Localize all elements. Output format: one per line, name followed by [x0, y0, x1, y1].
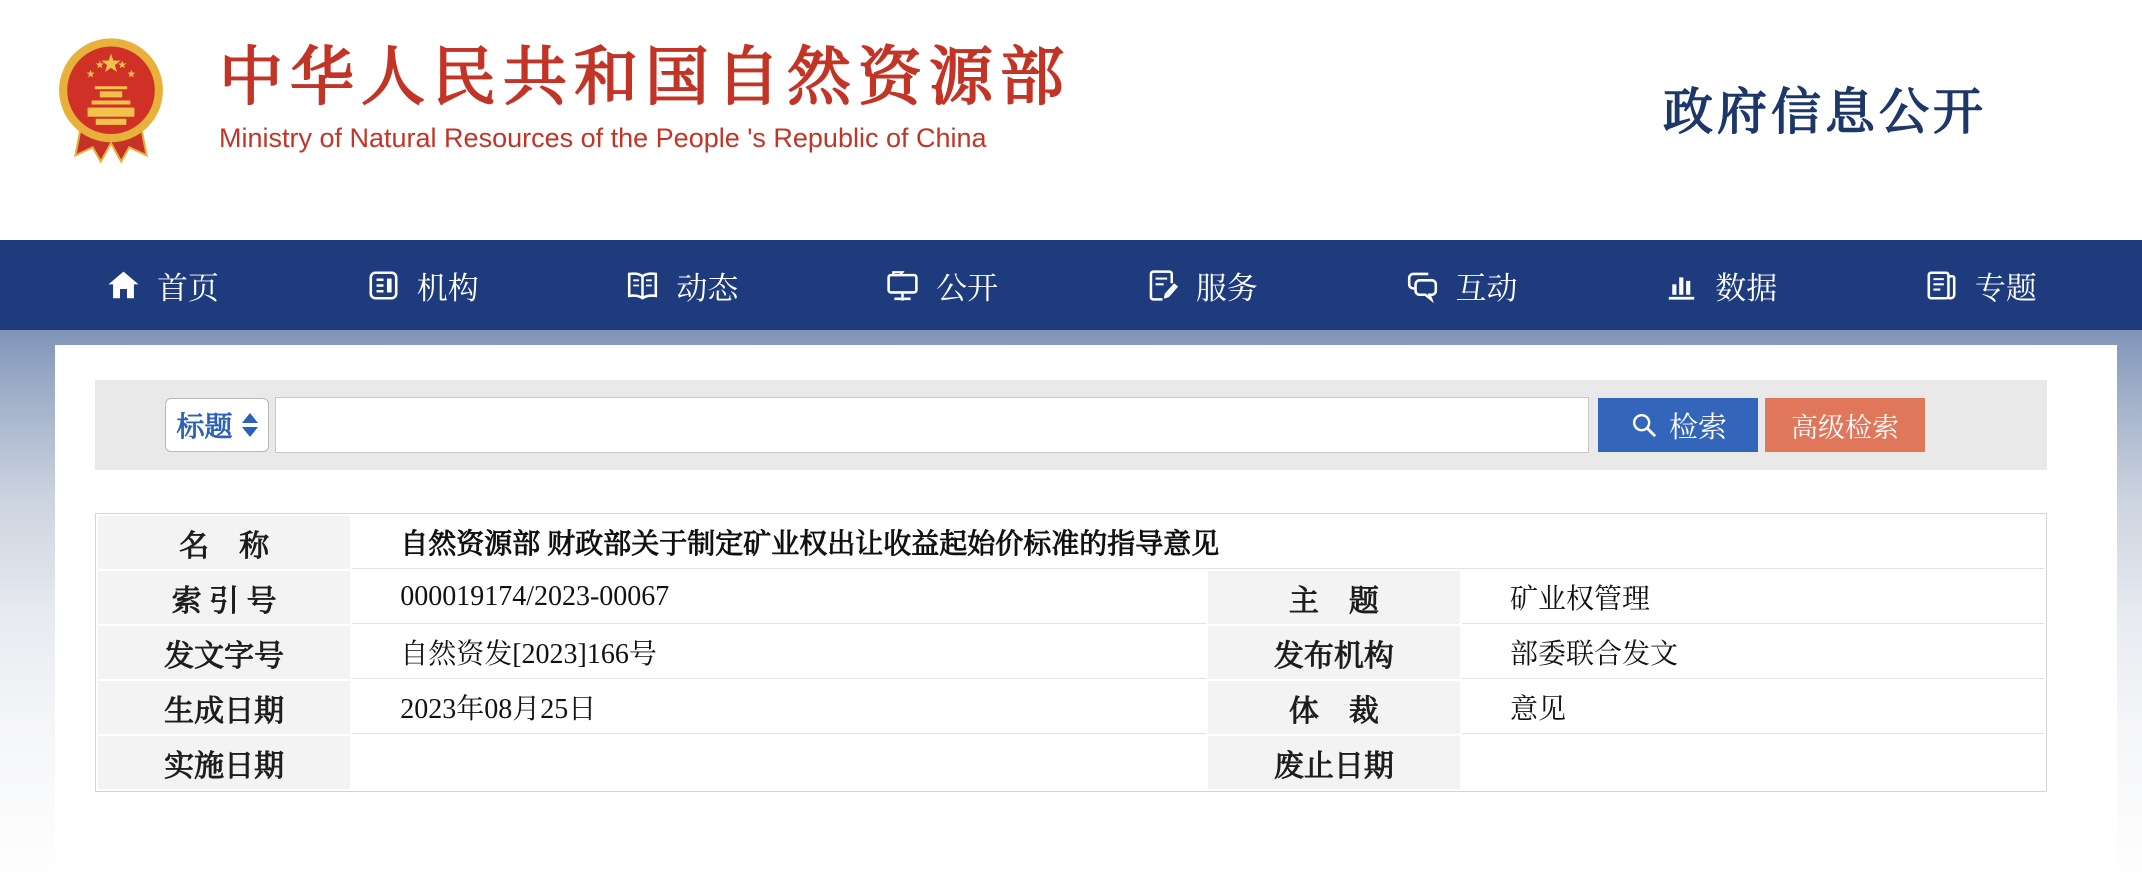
nav-item-home[interactable]: [105, 263, 219, 308]
search-icon: [1629, 410, 1659, 440]
search-field-selected-value: 标题: [176, 411, 233, 442]
search-field-select[interactable]: [165, 398, 269, 452]
document-info-table: [95, 513, 2047, 792]
site-title: 中华人民共和国自然资源部: [219, 41, 1071, 113]
site-header: [0, 0, 2142, 240]
advanced-search-button[interactable]: 高级检索: [1765, 398, 1925, 452]
home-icon: [105, 267, 142, 304]
site-logo-link[interactable]: [55, 28, 1071, 178]
table-row: [98, 681, 2044, 734]
page-title: 政府信息公开: [1663, 84, 1987, 140]
table-row: [98, 571, 2044, 624]
organization-icon: [365, 267, 402, 304]
nav-item-label: 机构: [416, 270, 479, 306]
nav-item-data[interactable]: [1663, 263, 1777, 308]
topics-icon: [1923, 267, 1960, 304]
search-input[interactable]: [275, 397, 1589, 453]
implementation-date-label: 实施日期: [98, 736, 350, 789]
nav-item-interaction[interactable]: [1404, 263, 1518, 308]
services-icon: [1144, 267, 1181, 304]
site-subtitle: Ministry of Natural Resources of the People 's Republic of China: [219, 123, 987, 154]
nav-item-label: 公开: [936, 270, 999, 306]
repeal-date-value: [1462, 736, 2044, 789]
document-number-label: 发文字号: [98, 626, 350, 679]
subject-value: 矿业权管理: [1462, 571, 2044, 624]
nav-item-label: 首页: [157, 270, 219, 306]
genre-value: 意见: [1462, 681, 2044, 734]
issuing-agency-value: 部委联合发文: [1462, 626, 2044, 679]
nav-item-services[interactable]: [1144, 263, 1258, 308]
nav-item-news[interactable]: [624, 263, 738, 308]
document-number-value: 自然资发[2023]166号: [352, 626, 1206, 679]
repeal-date-label: 废止日期: [1208, 736, 1460, 789]
search-button[interactable]: [1598, 398, 1758, 452]
index-number-label: 索 引 号: [98, 571, 350, 624]
nav-item-label: 动态: [676, 270, 739, 306]
nav-item-label: 专题: [1974, 270, 2037, 306]
content-background: [0, 330, 2142, 896]
implementation-date-value: [352, 736, 1206, 789]
generation-date-label: 生成日期: [98, 681, 350, 734]
main-nav: [0, 240, 2142, 330]
national-emblem-icon: [55, 28, 167, 178]
nav-item-disclosure[interactable]: [884, 263, 998, 308]
nav-item-label: 互动: [1455, 270, 1518, 306]
name-label: 名 称: [98, 516, 350, 569]
interaction-icon: [1404, 267, 1441, 304]
nav-item-label: 数据: [1715, 270, 1778, 306]
name-value: 自然资源部 财政部关于制定矿业权出让收益起始价标准的指导意见: [352, 516, 2044, 569]
subject-label: 主 题: [1208, 571, 1460, 624]
genre-label: 体 裁: [1208, 681, 1460, 734]
news-icon: [624, 267, 661, 304]
search-bar: [95, 380, 2047, 470]
search-button-label: 检索: [1668, 411, 1727, 444]
nav-item-organization[interactable]: [365, 263, 479, 308]
content-panel: [55, 345, 2117, 896]
nav-item-topics[interactable]: [1923, 263, 2037, 308]
nav-item-label: 服务: [1195, 270, 1258, 306]
disclosure-icon: [884, 267, 921, 304]
issuing-agency-label: 发布机构: [1208, 626, 1460, 679]
brand-text: [219, 28, 1071, 154]
table-row: [98, 516, 2044, 569]
select-updown-icon: [242, 413, 258, 437]
generation-date-value: 2023年08月25日: [352, 681, 1206, 734]
data-icon: [1663, 267, 1700, 304]
table-row: [98, 626, 2044, 679]
index-number-value: 000019174/2023-00067: [352, 571, 1206, 624]
table-row: [98, 736, 2044, 789]
